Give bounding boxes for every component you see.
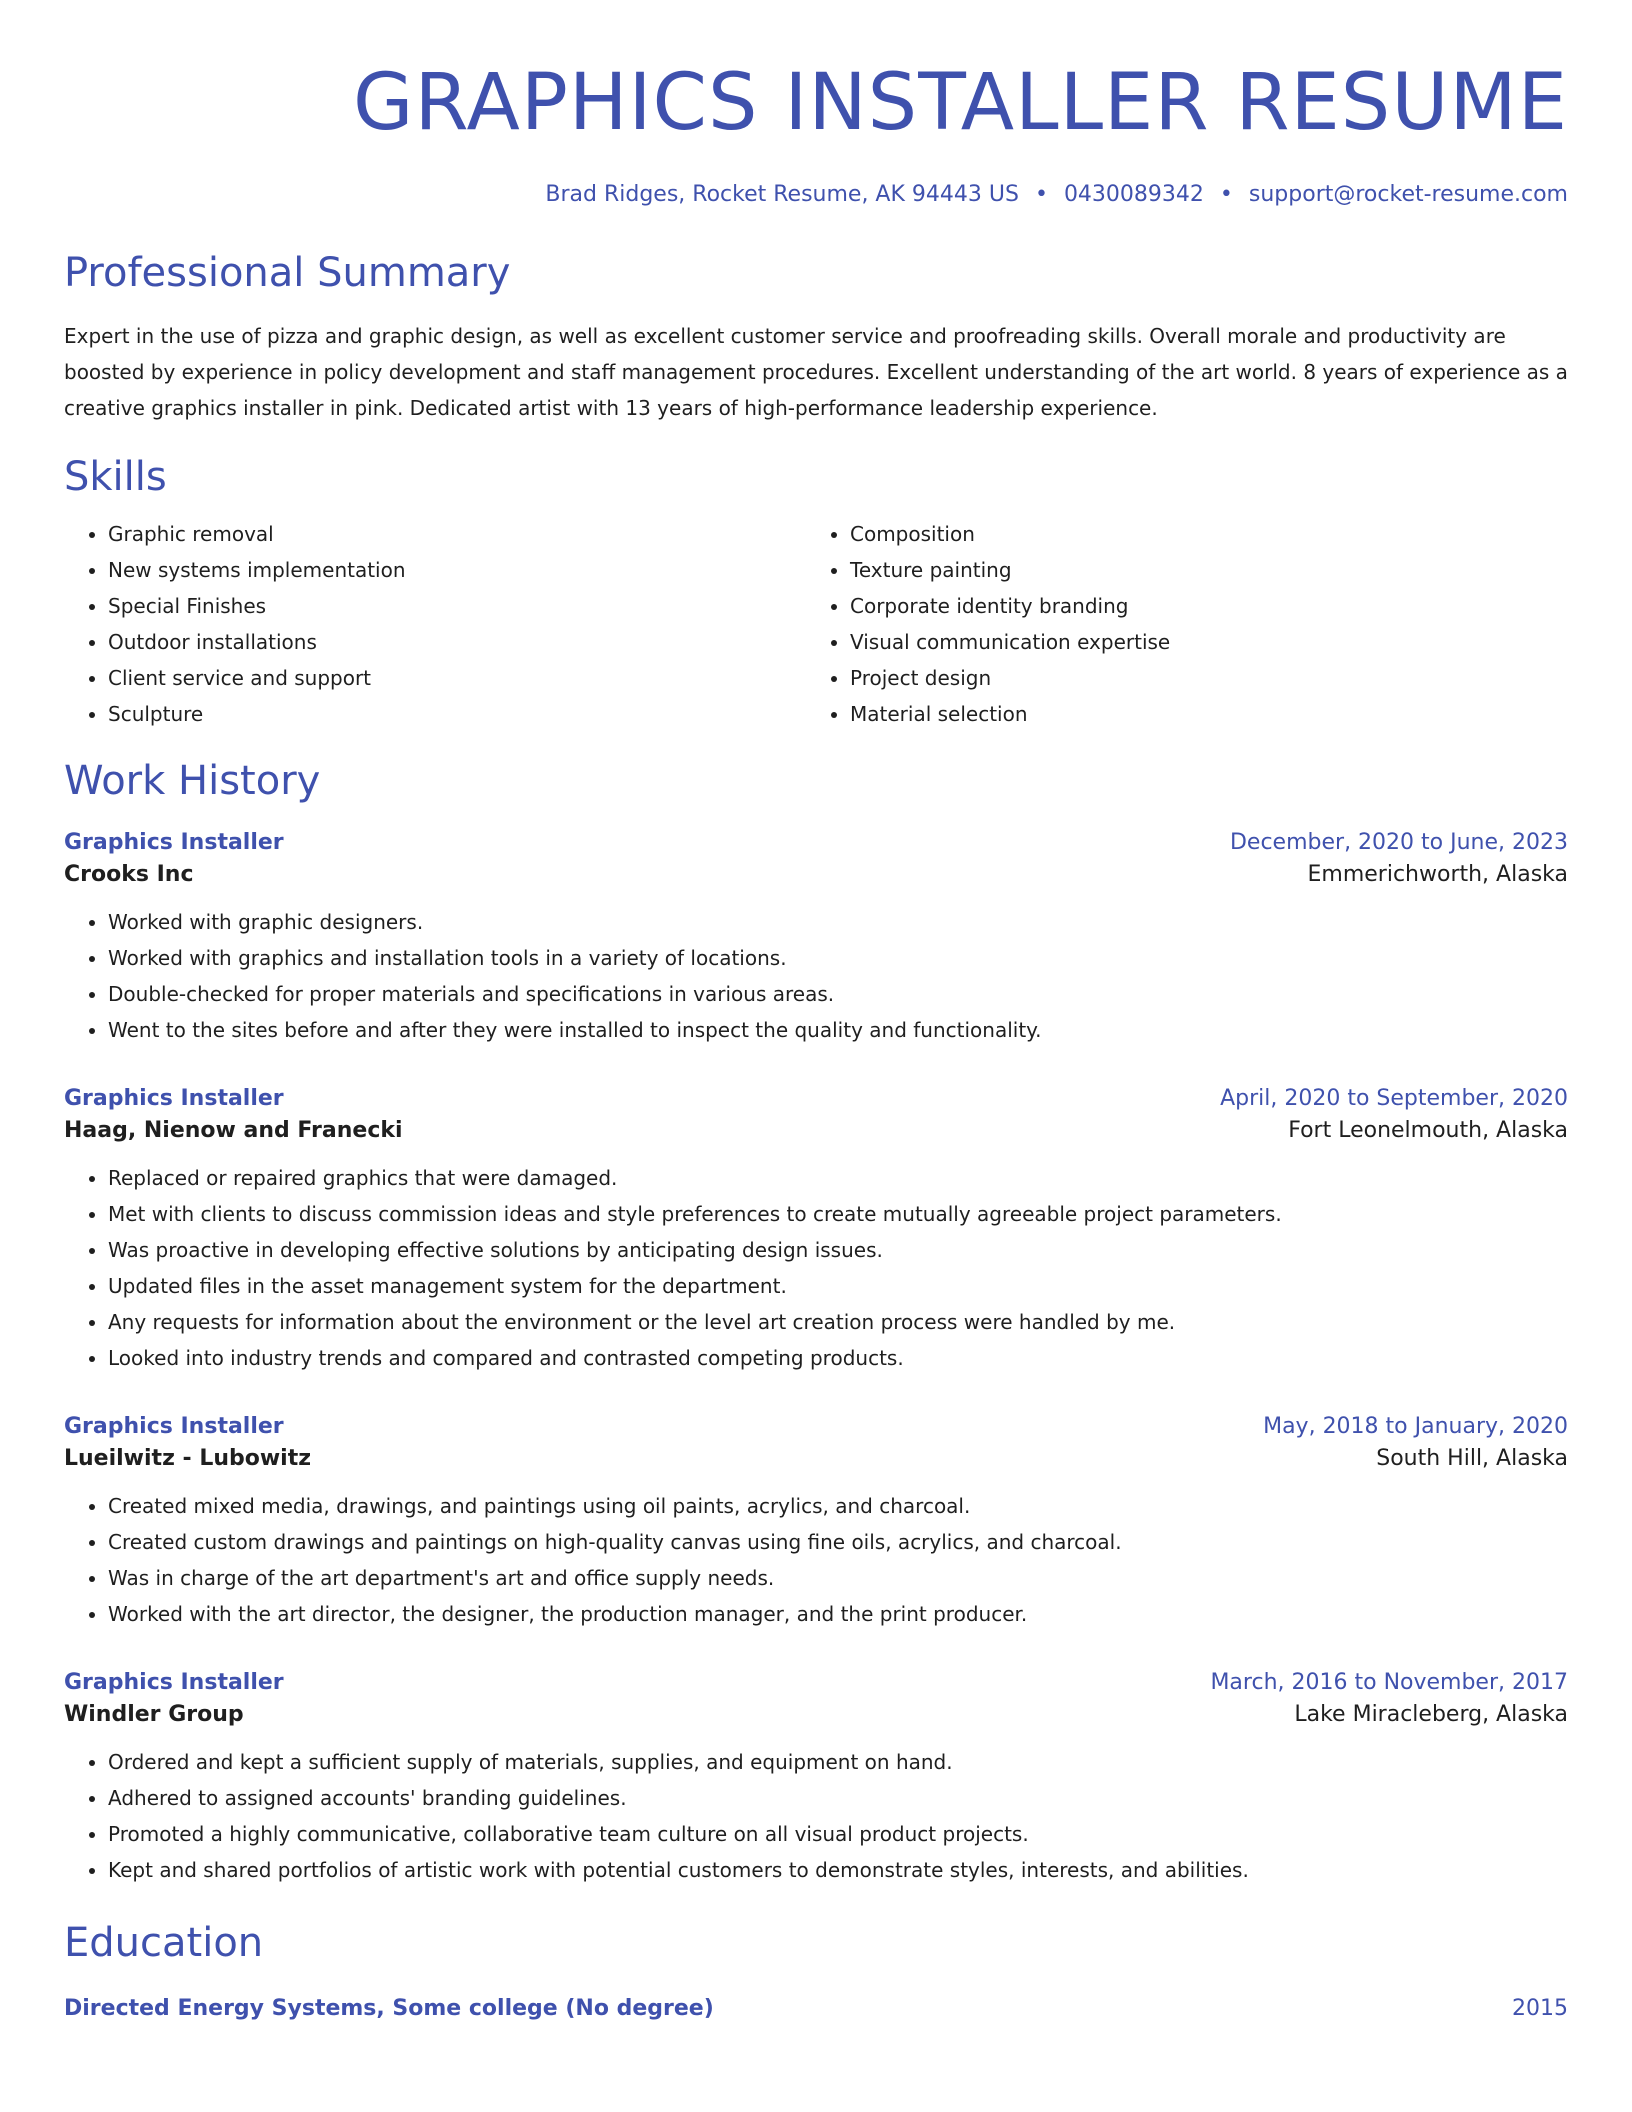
job-bullet: • Worked with graphics and installation tools in a variety of locations. [108,940,1568,976]
job-bullets [64,904,1568,1048]
skills-column-right [806,516,1568,732]
skills-column-left [64,516,806,732]
job-location: Emmerichworth, Alaska [1307,862,1568,887]
contact-email: support@rocket-resume.com [1248,182,1568,207]
job-header [64,828,1568,858]
skill-item: • New systems implementation [108,552,806,588]
job-location: Fort Leonelmouth, Alaska [1288,1118,1568,1143]
job-subheader [64,1114,1568,1148]
job-bullets [64,1160,1568,1376]
skill-item: • Material selection [850,696,1568,732]
skill-item: • Project design [850,660,1568,696]
job-bullet: • Looked into industry trends and compared and contrasted competing products. [108,1340,1568,1376]
job-title: Graphics Installer [64,830,284,855]
job-bullet: • Was in charge of the art department's art and office supply needs. [108,1560,1568,1596]
education-heading: Education [64,1920,264,1966]
skills-list [64,516,1568,732]
job-bullet: • Adhered to assigned accounts' branding guidelines. [108,1780,1568,1816]
job-subheader [64,1442,1568,1476]
contact-line [64,180,1568,210]
skill-item: • Visual communication expertise [850,624,1568,660]
job-dates: April, 2020 to September, 2020 [1220,1086,1568,1111]
skill-item: • Client service and support [108,660,806,696]
job-header [64,1412,1568,1442]
job-bullet: • Created custom drawings and paintings on high-quality canvas using fine oils, acrylics, and charcoal. [108,1524,1568,1560]
job-bullet: • Ordered and kept a sufficient supply of materials, supplies, and equipment on hand. [108,1744,1568,1780]
education-entry [64,1994,1568,2024]
summary-heading: Professional Summary [64,250,511,296]
job-location: Lake Miracleberg, Alaska [1294,1702,1568,1727]
job-entry [64,1412,1568,1632]
skill-item: • Outdoor installations [108,624,806,660]
job-company: Crooks Inc [64,862,194,887]
skill-item: • Composition [850,516,1568,552]
job-entry [64,828,1568,1048]
job-company: Windler Group [64,1702,244,1727]
job-subheader [64,1698,1568,1732]
contact-address: Brad Ridges, Rocket Resume, AK 94443 US [545,182,1019,207]
resume-page [64,0,1568,2024]
education-year: 2015 [1512,1996,1568,2021]
job-header [64,1668,1568,1698]
skill-item: • Texture painting [850,552,1568,588]
job-bullet: • Promoted a highly communicative, collaborative team culture on all visual product projects. [108,1816,1568,1852]
job-entry [64,1084,1568,1376]
job-title: Graphics Installer [64,1086,284,1111]
resume-title: GRAPHICS INSTALLER RESUME [353,58,1568,148]
job-title: Graphics Installer [64,1670,284,1695]
job-bullet: • Kept and shared portfolios of artistic work with potential customers to demonstrate styles, interests, and abilities. [108,1852,1568,1888]
job-bullet: • Replaced or repaired graphics that were damaged. [108,1160,1568,1196]
job-bullets [64,1744,1568,1888]
job-dates: May, 2018 to January, 2020 [1263,1414,1568,1439]
job-subheader [64,858,1568,892]
job-bullet: • Worked with graphic designers. [108,904,1568,940]
skill-item: • Graphic removal [108,516,806,552]
education-school: Directed Energy Systems, Some college (No degree) [64,1996,714,2021]
summary-text: Expert in the use of pizza and graphic design, as well as excellent customer service and proofreading skills. Overall morale and productivity are boosted by experience in policy development and staff management procedures. Excellent understanding of the art world. 8 years of experience as a creative graphics installer in pink. Dedicated artist with 13 years of high-performance leadership experience. [64,324,1568,420]
job-bullet: • Met with clients to discuss commission ideas and style preferences to create mutually agreeable project parameters. [108,1196,1568,1232]
skill-item: • Corporate identity branding [850,588,1568,624]
job-entry [64,1668,1568,1888]
job-header [64,1084,1568,1114]
skill-item: • Sculpture [108,696,806,732]
job-location: South Hill, Alaska [1376,1446,1568,1471]
job-dates: March, 2016 to November, 2017 [1210,1670,1568,1695]
job-title: Graphics Installer [64,1414,284,1439]
job-dates: December, 2020 to June, 2023 [1229,830,1568,855]
job-company: Haag, Nienow and Franecki [64,1118,403,1143]
job-bullet: • Any requests for information about the environment or the level art creation process were handled by me. [108,1304,1568,1340]
job-bullet: • Worked with the art director, the designer, the production manager, and the print producer. [108,1596,1568,1632]
work-history-heading: Work History [64,758,321,804]
contact-phone: 0430089342 [1063,182,1204,207]
job-bullet: • Created mixed media, drawings, and paintings using oil paints, acrylics, and charcoal. [108,1488,1568,1524]
job-bullet: • Was proactive in developing effective solutions by anticipating design issues. [108,1232,1568,1268]
job-bullet: • Went to the sites before and after they were installed to inspect the quality and functionality. [108,1012,1568,1048]
contact-separator: • [1034,182,1048,207]
contact-separator: • [1219,182,1233,207]
skills-heading: Skills [64,454,167,500]
job-bullet: • Double-checked for proper materials and specifications in various areas. [108,976,1568,1012]
job-bullet: • Updated files in the asset management system for the department. [108,1268,1568,1304]
job-bullets [64,1488,1568,1632]
job-company: Lueilwitz - Lubowitz [64,1446,312,1471]
skill-item: • Special Finishes [108,588,806,624]
